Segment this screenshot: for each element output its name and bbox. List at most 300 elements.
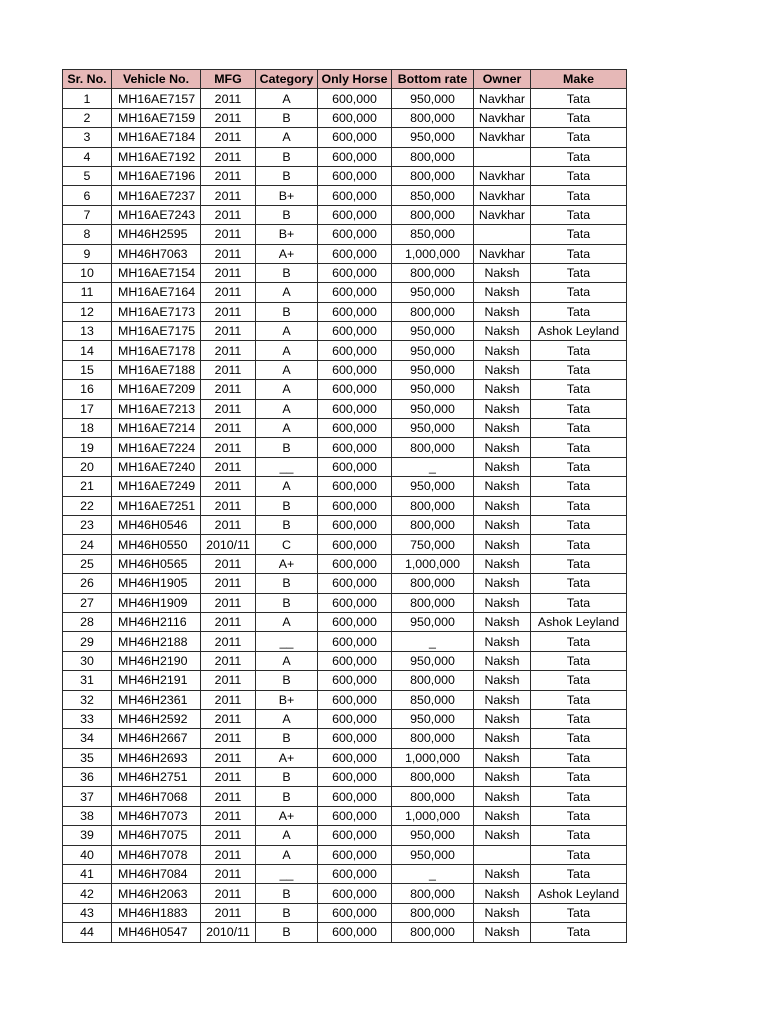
bottom-rate-cell: 950,000: [392, 709, 474, 728]
vehicle-no-cell: MH16AE7214: [112, 419, 201, 438]
make-cell: Tata: [531, 496, 627, 515]
make-cell: Tata: [531, 128, 627, 147]
vehicle-no-cell: MH16AE7184: [112, 128, 201, 147]
only-horse-cell: 600,000: [318, 322, 392, 341]
owner-cell: [474, 225, 531, 244]
table-row: [63, 477, 627, 496]
vehicle-no-cell: MH16AE7249: [112, 477, 201, 496]
category-cell: B: [256, 729, 318, 748]
make-cell: Tata: [531, 302, 627, 321]
table-row: [63, 225, 627, 244]
bottom-rate-cell: 950,000: [392, 419, 474, 438]
sr-no-cell: 21: [63, 477, 112, 496]
bottom-rate-cell: 750,000: [392, 535, 474, 554]
only-horse-cell: 600,000: [318, 399, 392, 418]
vehicle-no-cell: MH46H2592: [112, 709, 201, 728]
owner-cell: [474, 845, 531, 864]
category-cell: B: [256, 438, 318, 457]
mfg-cell: 2011: [201, 341, 256, 360]
owner-cell: Navkhar: [474, 128, 531, 147]
bottom-rate-cell: 1,000,000: [392, 806, 474, 825]
sr-no-cell: 40: [63, 845, 112, 864]
bottom-rate-cell: 850,000: [392, 186, 474, 205]
owner-cell: Naksh: [474, 477, 531, 496]
bottom-rate-cell: 800,000: [392, 671, 474, 690]
bottom-rate-cell: 950,000: [392, 341, 474, 360]
header-row: [63, 70, 627, 89]
sr-no-cell: 18: [63, 419, 112, 438]
table-row: [63, 806, 627, 825]
bottom-rate-cell: 800,000: [392, 108, 474, 127]
only-horse-cell: 600,000: [318, 690, 392, 709]
only-horse-cell: 600,000: [318, 806, 392, 825]
table-row: [63, 496, 627, 515]
category-cell: B: [256, 574, 318, 593]
vehicle-no-cell: MH16AE7224: [112, 438, 201, 457]
only-horse-cell: 600,000: [318, 612, 392, 631]
table-row: [63, 108, 627, 127]
bottom-rate-cell: 950,000: [392, 322, 474, 341]
category-cell: B: [256, 768, 318, 787]
make-cell: Tata: [531, 554, 627, 573]
make-cell: Tata: [531, 205, 627, 224]
mfg-cell: 2011: [201, 612, 256, 631]
mfg-cell: 2011: [201, 244, 256, 263]
bottom-rate-cell: 950,000: [392, 651, 474, 670]
owner-cell: Navkhar: [474, 89, 531, 108]
col-header-bottom-rate: Bottom rate: [392, 70, 474, 89]
make-cell: Tata: [531, 651, 627, 670]
mfg-cell: 2011: [201, 515, 256, 534]
vehicle-no-cell: MH46H0550: [112, 535, 201, 554]
sr-no-cell: 22: [63, 496, 112, 515]
bottom-rate-cell: _: [392, 865, 474, 884]
owner-cell: Naksh: [474, 283, 531, 302]
category-cell: B: [256, 108, 318, 127]
make-cell: Ashok Leyland: [531, 322, 627, 341]
vehicle-no-cell: MH16AE7157: [112, 89, 201, 108]
category-cell: B: [256, 205, 318, 224]
vehicle-table: [62, 69, 627, 943]
vehicle-no-cell: MH46H1909: [112, 593, 201, 612]
bottom-rate-cell: _: [392, 457, 474, 476]
only-horse-cell: 600,000: [318, 380, 392, 399]
vehicle-no-cell: MH16AE7209: [112, 380, 201, 399]
vehicle-no-cell: MH16AE7251: [112, 496, 201, 515]
make-cell: Tata: [531, 89, 627, 108]
vehicle-no-cell: MH46H0547: [112, 923, 201, 942]
sr-no-cell: 12: [63, 302, 112, 321]
vehicle-no-cell: MH16AE7178: [112, 341, 201, 360]
table-row: [63, 302, 627, 321]
category-cell: A+: [256, 748, 318, 767]
vehicle-no-cell: MH46H7075: [112, 826, 201, 845]
bottom-rate-cell: 950,000: [392, 360, 474, 379]
bottom-rate-cell: 800,000: [392, 147, 474, 166]
bottom-rate-cell: 950,000: [392, 128, 474, 147]
mfg-cell: 2010/11: [201, 923, 256, 942]
table-row: [63, 651, 627, 670]
category-cell: A: [256, 612, 318, 631]
vehicle-no-cell: MH16AE7240: [112, 457, 201, 476]
vehicle-no-cell: MH46H2190: [112, 651, 201, 670]
only-horse-cell: 600,000: [318, 283, 392, 302]
mfg-cell: 2010/11: [201, 535, 256, 554]
only-horse-cell: 600,000: [318, 515, 392, 534]
sr-no-cell: 26: [63, 574, 112, 593]
table-row: [63, 865, 627, 884]
category-cell: B+: [256, 225, 318, 244]
only-horse-cell: 600,000: [318, 186, 392, 205]
bottom-rate-cell: 800,000: [392, 903, 474, 922]
mfg-cell: 2011: [201, 380, 256, 399]
bottom-rate-cell: 800,000: [392, 302, 474, 321]
make-cell: Tata: [531, 593, 627, 612]
table-row: [63, 729, 627, 748]
mfg-cell: 2011: [201, 283, 256, 302]
mfg-cell: 2011: [201, 322, 256, 341]
table-row: [63, 263, 627, 282]
table-row: [63, 438, 627, 457]
bottom-rate-cell: 950,000: [392, 612, 474, 631]
vehicle-no-cell: MH46H2116: [112, 612, 201, 631]
make-cell: Tata: [531, 108, 627, 127]
category-cell: A+: [256, 244, 318, 263]
only-horse-cell: 600,000: [318, 341, 392, 360]
owner-cell: Naksh: [474, 419, 531, 438]
table-row: [63, 884, 627, 903]
make-cell: Tata: [531, 535, 627, 554]
sr-no-cell: 42: [63, 884, 112, 903]
make-cell: Tata: [531, 225, 627, 244]
table-row: [63, 128, 627, 147]
mfg-cell: 2011: [201, 593, 256, 612]
mfg-cell: 2011: [201, 225, 256, 244]
make-cell: Tata: [531, 186, 627, 205]
bottom-rate-cell: 950,000: [392, 89, 474, 108]
only-horse-cell: 600,000: [318, 923, 392, 942]
only-horse-cell: 600,000: [318, 360, 392, 379]
col-header-owner: Owner: [474, 70, 531, 89]
sr-no-cell: 14: [63, 341, 112, 360]
make-cell: Tata: [531, 787, 627, 806]
category-cell: A: [256, 89, 318, 108]
only-horse-cell: 600,000: [318, 865, 392, 884]
make-cell: Tata: [531, 263, 627, 282]
only-horse-cell: 600,000: [318, 903, 392, 922]
make-cell: Tata: [531, 923, 627, 942]
table-row: [63, 283, 627, 302]
only-horse-cell: 600,000: [318, 477, 392, 496]
mfg-cell: 2011: [201, 554, 256, 573]
category-cell: A: [256, 845, 318, 864]
bottom-rate-cell: 800,000: [392, 515, 474, 534]
mfg-cell: 2011: [201, 865, 256, 884]
bottom-rate-cell: 800,000: [392, 574, 474, 593]
table-row: [63, 748, 627, 767]
sr-no-cell: 30: [63, 651, 112, 670]
vehicle-no-cell: MH46H7073: [112, 806, 201, 825]
sr-no-cell: 25: [63, 554, 112, 573]
table-row: [63, 515, 627, 534]
bottom-rate-cell: 950,000: [392, 826, 474, 845]
owner-cell: Naksh: [474, 322, 531, 341]
vehicle-no-cell: MH46H1883: [112, 903, 201, 922]
only-horse-cell: 600,000: [318, 535, 392, 554]
mfg-cell: 2011: [201, 263, 256, 282]
owner-cell: Naksh: [474, 923, 531, 942]
owner-cell: Naksh: [474, 903, 531, 922]
only-horse-cell: 600,000: [318, 263, 392, 282]
table-row: [63, 360, 627, 379]
category-cell: A: [256, 477, 318, 496]
vehicle-no-cell: MH46H2751: [112, 768, 201, 787]
sr-no-cell: 13: [63, 322, 112, 341]
table-row: [63, 593, 627, 612]
vehicle-no-cell: MH46H7078: [112, 845, 201, 864]
vehicle-no-cell: MH46H7084: [112, 865, 201, 884]
owner-cell: Naksh: [474, 360, 531, 379]
only-horse-cell: 600,000: [318, 89, 392, 108]
sr-no-cell: 15: [63, 360, 112, 379]
col-header-mfg: MFG: [201, 70, 256, 89]
make-cell: Tata: [531, 147, 627, 166]
mfg-cell: 2011: [201, 108, 256, 127]
only-horse-cell: 600,000: [318, 671, 392, 690]
category-cell: B+: [256, 186, 318, 205]
mfg-cell: 2011: [201, 806, 256, 825]
category-cell: A+: [256, 554, 318, 573]
only-horse-cell: 600,000: [318, 748, 392, 767]
make-cell: Tata: [531, 166, 627, 185]
bottom-rate-cell: 800,000: [392, 263, 474, 282]
sr-no-cell: 19: [63, 438, 112, 457]
category-cell: B: [256, 515, 318, 534]
mfg-cell: 2011: [201, 787, 256, 806]
owner-cell: Naksh: [474, 826, 531, 845]
vehicle-no-cell: MH16AE7192: [112, 147, 201, 166]
vehicle-no-cell: MH46H7068: [112, 787, 201, 806]
sr-no-cell: 8: [63, 225, 112, 244]
vehicle-no-cell: MH46H2595: [112, 225, 201, 244]
category-cell: B+: [256, 690, 318, 709]
mfg-cell: 2011: [201, 671, 256, 690]
vehicle-no-cell: MH16AE7164: [112, 283, 201, 302]
table-body: [63, 89, 627, 942]
sr-no-cell: 16: [63, 380, 112, 399]
owner-cell: Naksh: [474, 496, 531, 515]
category-cell: A: [256, 360, 318, 379]
sr-no-cell: 41: [63, 865, 112, 884]
owner-cell: Navkhar: [474, 108, 531, 127]
table-row: [63, 768, 627, 787]
sr-no-cell: 24: [63, 535, 112, 554]
vehicle-no-cell: MH46H2667: [112, 729, 201, 748]
sr-no-cell: 35: [63, 748, 112, 767]
owner-cell: Naksh: [474, 341, 531, 360]
sr-no-cell: 9: [63, 244, 112, 263]
mfg-cell: 2011: [201, 768, 256, 787]
owner-cell: Naksh: [474, 302, 531, 321]
mfg-cell: 2011: [201, 457, 256, 476]
category-cell: A: [256, 322, 318, 341]
table-row: [63, 205, 627, 224]
make-cell: Ashok Leyland: [531, 884, 627, 903]
table-row: [63, 399, 627, 418]
only-horse-cell: 600,000: [318, 419, 392, 438]
mfg-cell: 2011: [201, 438, 256, 457]
category-cell: B: [256, 496, 318, 515]
mfg-cell: 2011: [201, 826, 256, 845]
owner-cell: Naksh: [474, 554, 531, 573]
category-cell: B: [256, 166, 318, 185]
sr-no-cell: 27: [63, 593, 112, 612]
category-cell: A: [256, 283, 318, 302]
bottom-rate-cell: 850,000: [392, 690, 474, 709]
only-horse-cell: 600,000: [318, 826, 392, 845]
mfg-cell: 2011: [201, 496, 256, 515]
sr-no-cell: 4: [63, 147, 112, 166]
only-horse-cell: 600,000: [318, 302, 392, 321]
category-cell: __: [256, 865, 318, 884]
make-cell: Tata: [531, 360, 627, 379]
table-row: [63, 322, 627, 341]
category-cell: B: [256, 923, 318, 942]
mfg-cell: 2011: [201, 845, 256, 864]
bottom-rate-cell: 950,000: [392, 283, 474, 302]
owner-cell: Navkhar: [474, 205, 531, 224]
sr-no-cell: 3: [63, 128, 112, 147]
owner-cell: Navkhar: [474, 244, 531, 263]
only-horse-cell: 600,000: [318, 574, 392, 593]
category-cell: A: [256, 128, 318, 147]
vehicle-no-cell: MH16AE7175: [112, 322, 201, 341]
sr-no-cell: 23: [63, 515, 112, 534]
bottom-rate-cell: 800,000: [392, 768, 474, 787]
sr-no-cell: 29: [63, 632, 112, 651]
vehicle-no-cell: MH46H7063: [112, 244, 201, 263]
owner-cell: Naksh: [474, 729, 531, 748]
col-header-only-horse: Only Horse: [318, 70, 392, 89]
sr-no-cell: 43: [63, 903, 112, 922]
only-horse-cell: 600,000: [318, 108, 392, 127]
table-row: [63, 612, 627, 631]
mfg-cell: 2011: [201, 903, 256, 922]
only-horse-cell: 600,000: [318, 438, 392, 457]
vehicle-no-cell: MH46H1905: [112, 574, 201, 593]
mfg-cell: 2011: [201, 690, 256, 709]
owner-cell: Naksh: [474, 399, 531, 418]
only-horse-cell: 600,000: [318, 244, 392, 263]
owner-cell: Naksh: [474, 535, 531, 554]
mfg-cell: 2011: [201, 651, 256, 670]
vehicle-no-cell: MH16AE7159: [112, 108, 201, 127]
table-row: [63, 845, 627, 864]
only-horse-cell: 600,000: [318, 651, 392, 670]
category-cell: A: [256, 419, 318, 438]
sr-no-cell: 28: [63, 612, 112, 631]
vehicle-no-cell: MH16AE7173: [112, 302, 201, 321]
owner-cell: Naksh: [474, 709, 531, 728]
owner-cell: [474, 147, 531, 166]
mfg-cell: 2011: [201, 89, 256, 108]
mfg-cell: 2011: [201, 302, 256, 321]
category-cell: B: [256, 903, 318, 922]
make-cell: Tata: [531, 457, 627, 476]
table-row: [63, 826, 627, 845]
category-cell: A+: [256, 806, 318, 825]
mfg-cell: 2011: [201, 399, 256, 418]
sr-no-cell: 11: [63, 283, 112, 302]
vehicle-no-cell: MH16AE7237: [112, 186, 201, 205]
bottom-rate-cell: 950,000: [392, 380, 474, 399]
make-cell: Tata: [531, 826, 627, 845]
make-cell: Tata: [531, 515, 627, 534]
only-horse-cell: 600,000: [318, 884, 392, 903]
only-horse-cell: 600,000: [318, 845, 392, 864]
make-cell: Tata: [531, 903, 627, 922]
mfg-cell: 2011: [201, 419, 256, 438]
table-row: [63, 244, 627, 263]
owner-cell: Naksh: [474, 690, 531, 709]
only-horse-cell: 600,000: [318, 768, 392, 787]
vehicle-no-cell: MH46H2063: [112, 884, 201, 903]
sr-no-cell: 31: [63, 671, 112, 690]
table-row: [63, 89, 627, 108]
category-cell: __: [256, 457, 318, 476]
make-cell: Tata: [531, 748, 627, 767]
table-row: [63, 671, 627, 690]
mfg-cell: 2011: [201, 709, 256, 728]
vehicle-no-cell: MH16AE7188: [112, 360, 201, 379]
category-cell: A: [256, 341, 318, 360]
sr-no-cell: 34: [63, 729, 112, 748]
category-cell: A: [256, 651, 318, 670]
category-cell: B: [256, 884, 318, 903]
category-cell: B: [256, 787, 318, 806]
make-cell: Tata: [531, 806, 627, 825]
table-row: [63, 574, 627, 593]
table-row: [63, 709, 627, 728]
make-cell: Tata: [531, 341, 627, 360]
mfg-cell: 2011: [201, 477, 256, 496]
category-cell: C: [256, 535, 318, 554]
category-cell: __: [256, 632, 318, 651]
table-row: [63, 166, 627, 185]
mfg-cell: 2011: [201, 884, 256, 903]
owner-cell: Naksh: [474, 457, 531, 476]
owner-cell: Navkhar: [474, 186, 531, 205]
owner-cell: Naksh: [474, 632, 531, 651]
mfg-cell: 2011: [201, 186, 256, 205]
only-horse-cell: 600,000: [318, 787, 392, 806]
bottom-rate-cell: 800,000: [392, 496, 474, 515]
mfg-cell: 2011: [201, 632, 256, 651]
make-cell: Tata: [531, 283, 627, 302]
make-cell: Tata: [531, 690, 627, 709]
vehicle-no-cell: MH46H2188: [112, 632, 201, 651]
vehicle-no-cell: MH16AE7154: [112, 263, 201, 282]
sr-no-cell: 6: [63, 186, 112, 205]
bottom-rate-cell: 850,000: [392, 225, 474, 244]
category-cell: B: [256, 671, 318, 690]
col-header-vehicle-no: Vehicle No.: [112, 70, 201, 89]
only-horse-cell: 600,000: [318, 147, 392, 166]
bottom-rate-cell: 1,000,000: [392, 244, 474, 263]
sr-no-cell: 17: [63, 399, 112, 418]
make-cell: Tata: [531, 865, 627, 884]
only-horse-cell: 600,000: [318, 709, 392, 728]
